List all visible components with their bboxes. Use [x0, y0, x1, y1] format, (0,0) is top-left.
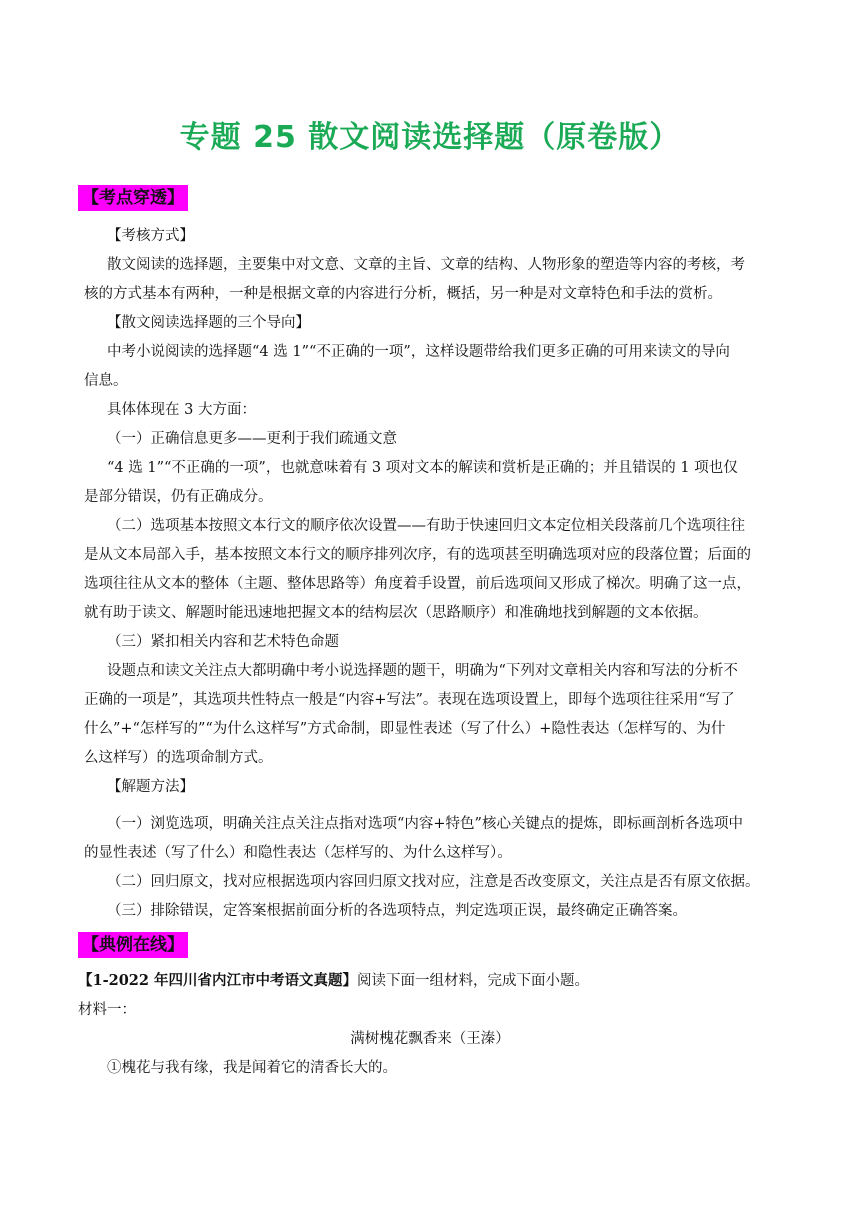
paragraph-line: 的显性表述（写了什么）和隐性表达（怎样写的、为什么这样写）。 — [84, 845, 512, 861]
paragraph-line: 正确的一项是”，其选项共性特点一般是“内容+写法”。表现在选项设置上，即每个选项往往采用“写了 — [84, 692, 735, 708]
paragraph-line: （三）紧扣相关内容和艺术特色命题 — [107, 634, 339, 650]
paragraph-line: 是从文本局部入手，基本按照文本行文的顺序排列次序，有的选项甚至明确选项对应的段落位置；后面的 — [84, 547, 751, 563]
essay-first-paragraph: ①槐花与我有缘，我是闻着它的清香长大的。 — [107, 1060, 397, 1076]
paragraph-line: 选项往往从文本的整体（主题、整体思路等）角度着手设置，前后选项间又形成了梯次。明确了这一点， — [84, 576, 751, 592]
paragraph-line: 核的方式基本有两种，一种是根据文章的内容进行分析，概括，另一种是对文章特色和手法的赏析。 — [84, 286, 722, 302]
paragraph-line: 【考核方式】 — [107, 228, 194, 244]
paragraph-line: 散文阅读的选择题，主要集中对文意、文章的主旨、文章的结构、人物形象的塑造等内容的考核，考 — [107, 257, 745, 273]
paragraph-line: 设题点和读文关注点大都明确中考小说选择题的题干，明确为“下列对文章相关内容和写法的分析不 — [107, 663, 738, 679]
paragraph-line: 是部分错误，仍有正确成分。 — [84, 489, 273, 505]
material-label: 材料一： — [78, 1002, 136, 1018]
paragraph-line: 具体体现在 3 大方面： — [107, 402, 256, 418]
paragraph-line: （二）选项基本按照文本行文的顺序依次设置——有助于快速回归文本定位相关段落前几个选项往往 — [107, 518, 745, 534]
paragraph-line: （一）浏览选项，明确关注点关注点指对选项“内容+特色”核心关键点的提炼，即标画剖析各选项中 — [107, 816, 743, 832]
paragraph-line: （三）排除错误，定答案根据前面分析的各选项特点，判定选项正误，最终确定正确答案。 — [107, 903, 687, 919]
section-tag-kaodian: 【考点穿透】 — [78, 185, 188, 211]
paragraph-line: “4 选 1”“不正确的一项”，也就意味着有 3 项对文本的解读和赏析是正确的；并且错误的 1 项也仅 — [107, 460, 738, 476]
section-tag-dianli: 【典例在线】 — [78, 932, 188, 958]
paragraph-line: 【解题方法】 — [107, 779, 194, 795]
paragraph-line: 信息。 — [84, 373, 128, 389]
paragraph-line: （一）正确信息更多——更利于我们疏通文意 — [107, 431, 397, 447]
example-instruction: 阅读下面一组材料，完成下面小题。 — [357, 973, 590, 989]
page-title: 专题 25 散文阅读选择题（原卷版） — [179, 120, 681, 155]
example-intro — [78, 971, 589, 991]
paragraph-line: 就有助于读文、解题时能迅速地把握文本的结构层次（思路顺序）和准确地找到解题的文本依据。 — [84, 605, 708, 621]
paragraph-line: 什么”+“怎样写的”“为什么这样写”方式命制，即显性表述（写了什么）+隐性表达（怎样写的、为什 — [84, 721, 726, 737]
example-source: 【1-2022 年四川省内江市中考语文真题】 — [78, 972, 358, 989]
paragraph-line: 中考小说阅读的选择题“4 选 1”“不正确的一项”，这样设题带给我们更多正确的可用来读文的导向 — [107, 344, 730, 360]
paragraph-line: 么这样写）的选项命制方式。 — [84, 750, 273, 766]
paragraph-line: 【散文阅读选择题的三个导向】 — [107, 315, 310, 331]
essay-title: 满树槐花飘香来（王溱） — [350, 1031, 510, 1047]
paragraph-line: （二）回归原文，找对应根据选项内容回归原文找对应，注意是否改变原文，关注点是否有原文依据。 — [107, 874, 760, 890]
